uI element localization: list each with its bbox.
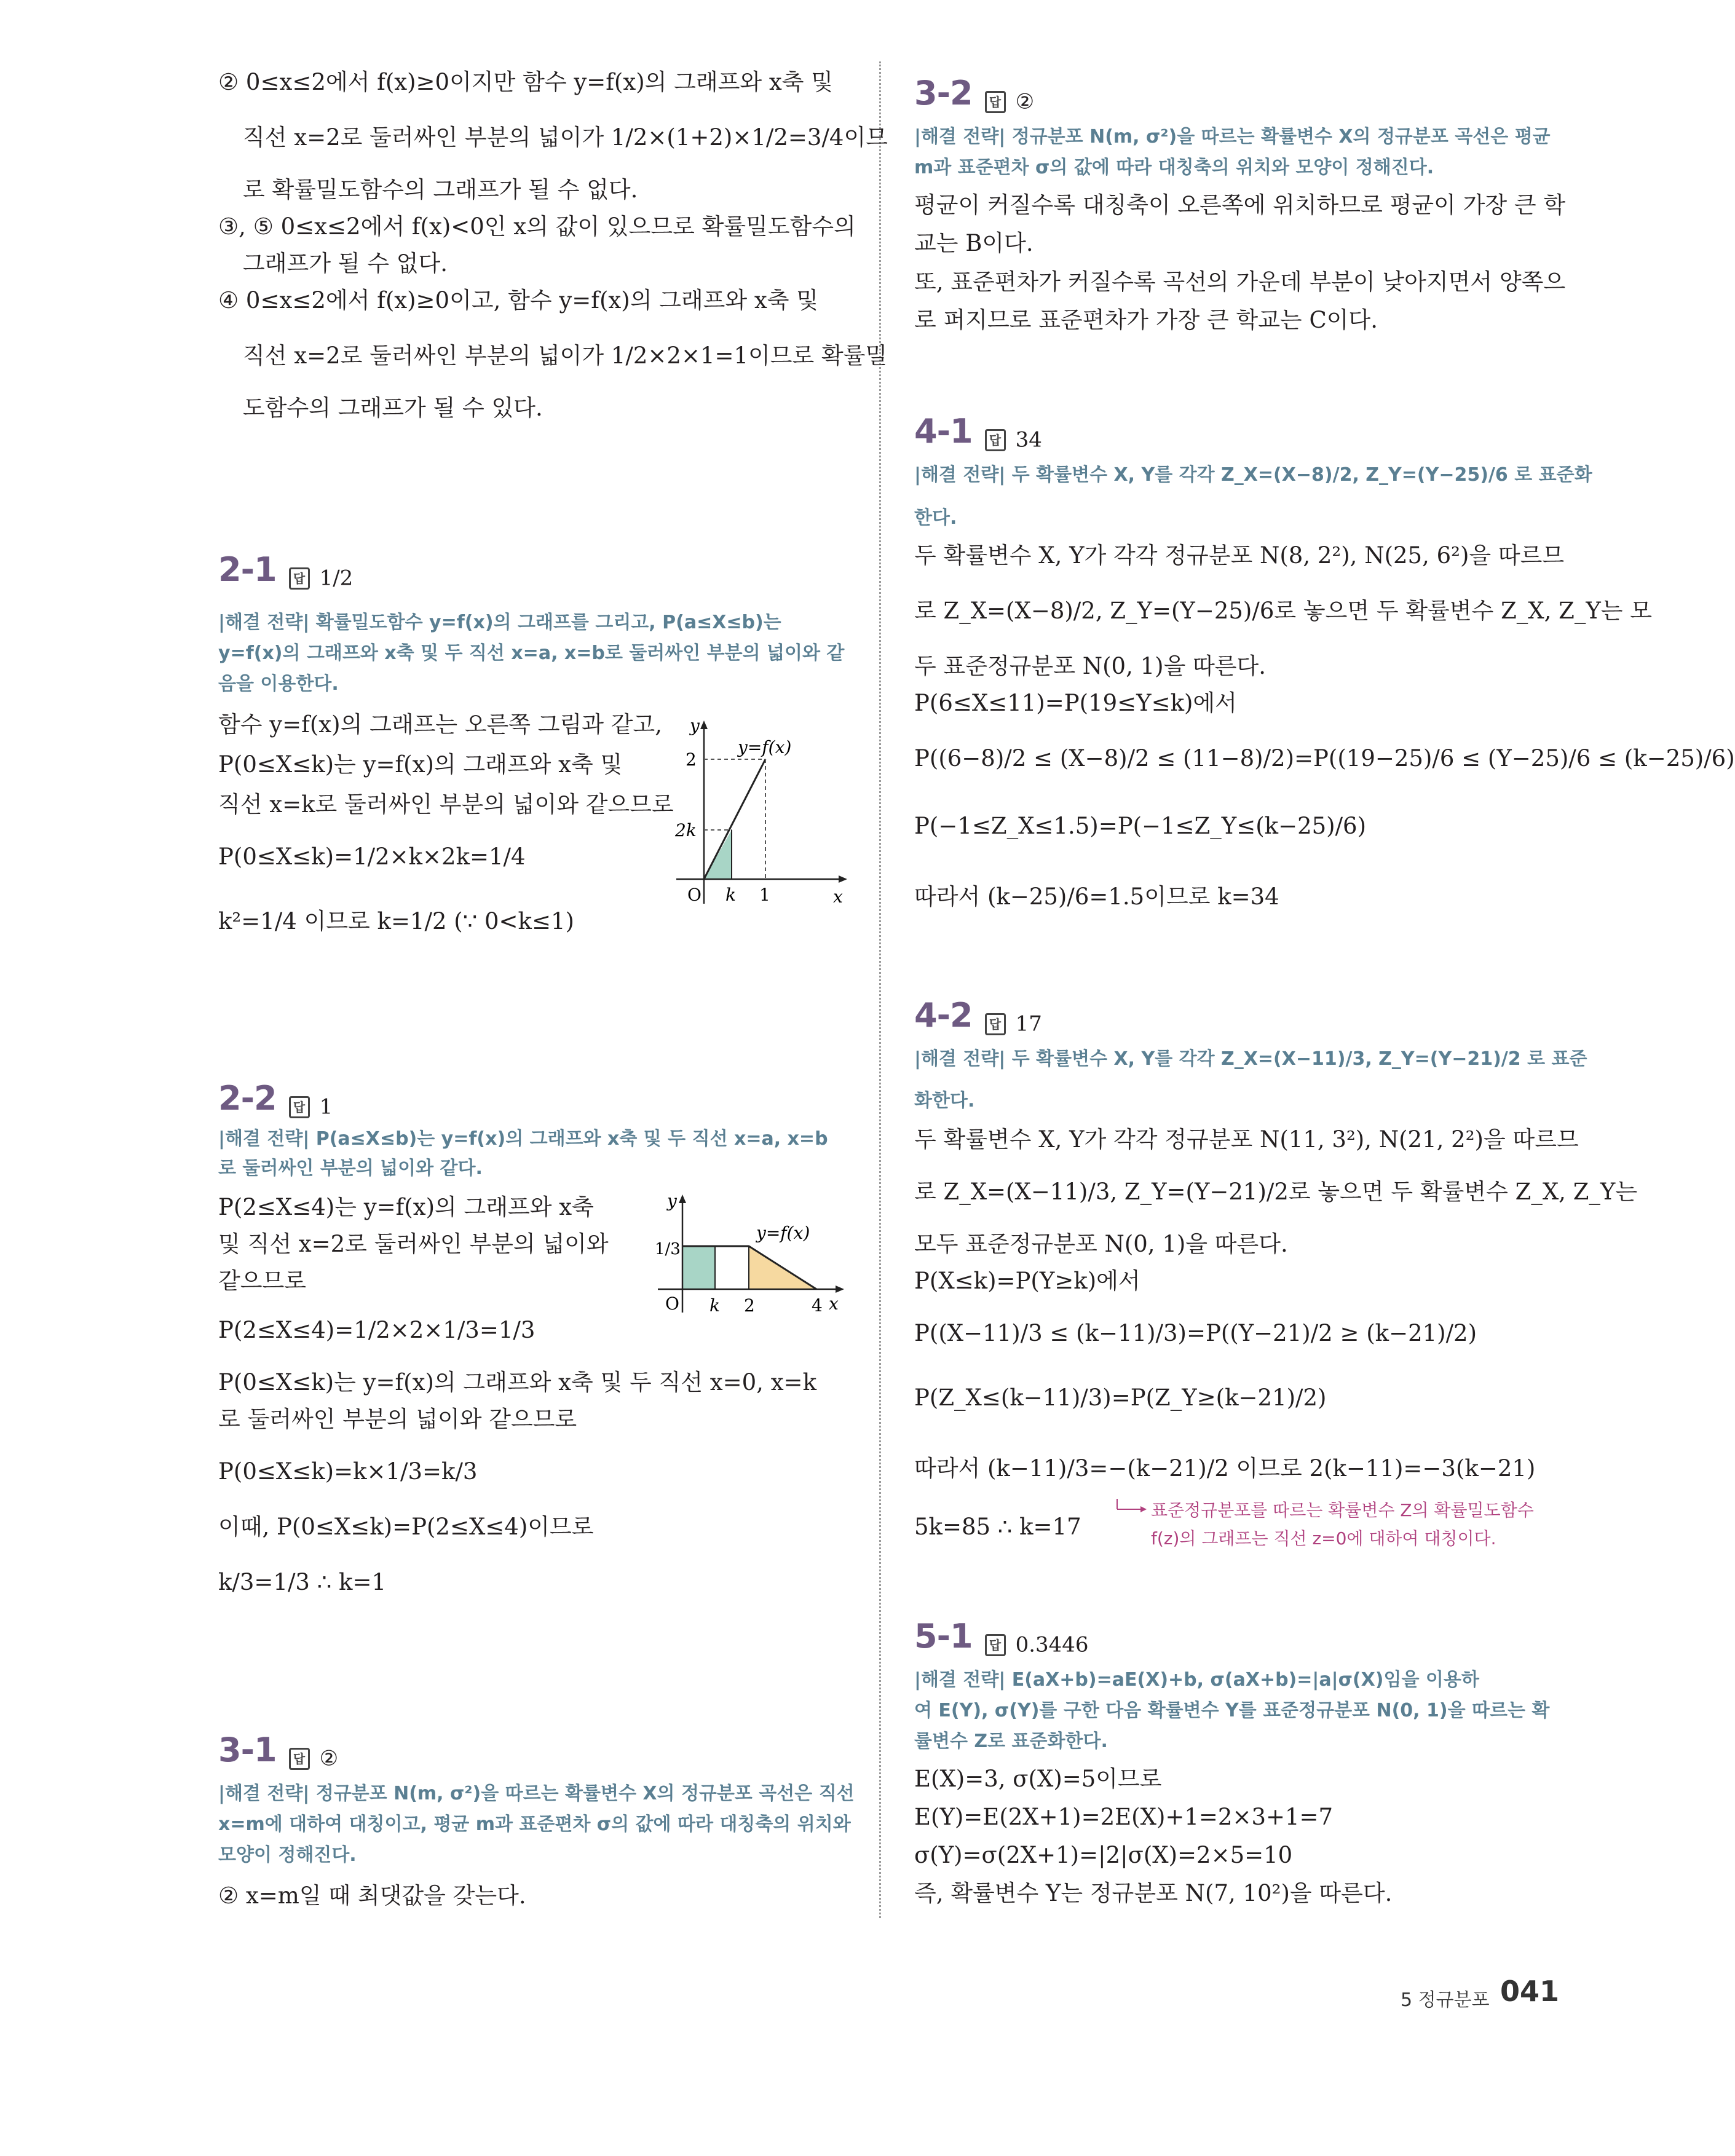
body-line: 직선 x=k로 둘러싸인 부분의 넓이와 같으므로: [218, 791, 674, 818]
problem-heading-5-1: [914, 1617, 1089, 1657]
problem-number: 2-1: [218, 550, 277, 589]
body-line: P(−1≤Z_X≤1.5)=P(−1≤Z_Y≤(k−25)/6): [914, 813, 1367, 839]
strategy-line: |해결 전략| E(aX+b)=aE(X)+b, σ(aX+b)=|a|σ(X)임을 이용하: [914, 1669, 1479, 1691]
function-label: y=f(x): [756, 1223, 810, 1243]
tick-label: 1/3: [655, 1240, 681, 1258]
tick-label: 2: [744, 1295, 755, 1316]
body-line: 모두 표준정규분포 N(0, 1)을 따른다.: [914, 1231, 1288, 1257]
problem-number: 3-2: [914, 74, 973, 113]
strategy-line: |해결 전략| 두 확률변수 X, Y를 각각 Z_X=(X−8)/2, Z_Y=(Y−25)/6 로 표준화: [914, 464, 1592, 486]
graph-2-2: [633, 1190, 845, 1319]
shaded-area: [682, 1246, 715, 1289]
body-line: k/3=1/3 ∴ k=1: [218, 1569, 387, 1595]
intro-line: 도함수의 그래프가 될 수 있다.: [243, 395, 543, 421]
answer-value: 1: [319, 1094, 333, 1119]
body-line: 이때, P(0≤X≤k)=P(2≤X≤4)이므로: [218, 1514, 594, 1540]
body-line: 따라서 (k−11)/3=−(k−21)/2 이므로 2(k−11)=−3(k−21): [914, 1455, 1536, 1482]
y-arrow: [679, 1194, 686, 1203]
problem-heading-2-1: [218, 550, 353, 591]
body-line: 함수 y=f(x)의 그래프는 오른쪽 그림과 같고,: [218, 711, 663, 738]
function-label: y=f(x): [738, 737, 792, 757]
tick-label: k: [709, 1295, 720, 1316]
answer-value: 34: [1015, 427, 1042, 452]
strategy-line: 모양이 정해진다.: [218, 1844, 357, 1866]
origin-label: O: [687, 885, 702, 905]
strategy-line: x=m에 대하여 대칭이고, 평균 m과 표준편차 σ의 값에 따라 대칭축의 위치와: [218, 1814, 851, 1835]
strategy-line: |해결 전략| 정규분포 N(m, σ²)을 따르는 확률변수 X의 정규분포 곡선은 직선: [218, 1783, 855, 1804]
body-line: P(6≤X≤11)=P(19≤Y≤k)에서: [914, 690, 1237, 716]
tick-label: k: [725, 885, 736, 905]
note-arrow: [1117, 1494, 1148, 1518]
answer-icon: 답: [985, 429, 1006, 451]
answer-value: ②: [1015, 89, 1035, 114]
x-arrow: [839, 875, 847, 883]
body-line: σ(Y)=σ(2X+1)=|2|σ(X)=2×5=10: [914, 1842, 1293, 1868]
body-line: 두 확률변수 X, Y가 각각 정규분포 N(11, 3²), N(21, 2²)을 따르므: [914, 1126, 1579, 1153]
intro-line: ④ 0≤x≤2에서 f(x)≥0이고, 함수 y=f(x)의 그래프와 x축 및: [218, 287, 819, 314]
chapter-label: 5 정규분포: [1401, 1989, 1490, 2011]
axis-label: x: [829, 1293, 839, 1314]
answer-icon: 답: [289, 1748, 310, 1770]
answer-icon: 답: [985, 1013, 1006, 1035]
strategy-line: |해결 전략| P(a≤X≤b)는 y=f(x)의 그래프와 x축 및 두 직선 x=a, x=b: [218, 1128, 828, 1150]
problem-number: 4-2: [914, 996, 973, 1035]
answer-icon: 답: [289, 567, 310, 590]
body-line: ② x=m일 때 최댓값을 갖는다.: [218, 1882, 526, 1909]
answer-icon: 답: [985, 91, 1006, 113]
problem-heading-3-1: [218, 1731, 338, 1771]
strategy-line: y=f(x)의 그래프와 x축 및 두 직선 x=a, x=b로 둘러싸인 부분의 넓이와 같: [218, 642, 845, 664]
problem-heading-3-2: [914, 74, 1034, 114]
answer-value: ②: [319, 1746, 339, 1771]
tick-label: 4: [812, 1295, 823, 1316]
page-number: 041: [1500, 1975, 1560, 2008]
body-line: E(Y)=E(2X+1)=2E(X)+1=2×3+1=7: [914, 1804, 1334, 1830]
body-line: 같으므로: [218, 1268, 306, 1294]
body-line: P(0≤X≤k)=1/2×k×2k=1/4: [218, 843, 526, 870]
answer-icon: 답: [985, 1634, 1006, 1656]
problem-number: 2-2: [218, 1079, 277, 1118]
body-line: 로 퍼지므로 표준편차가 가장 큰 학교는 C이다.: [914, 307, 1378, 333]
body-line: P(2≤X≤4)는 y=f(x)의 그래프와 x축: [218, 1194, 594, 1220]
axis-label: y: [667, 1191, 677, 1211]
body-line: P(0≤X≤k)=k×1/3=k/3: [218, 1458, 478, 1485]
intro-line: ② 0≤x≤2에서 f(x)≥0이지만 함수 y=f(x)의 그래프와 x축 및: [218, 69, 834, 95]
body-line: k²=1/4 이므로 k=1/2 (∵ 0<k≤1): [218, 908, 574, 934]
intro-line: 직선 x=2로 둘러싸인 부분의 넓이가 1/2×2×1=1이므로 확률밀: [243, 342, 888, 369]
intro-line: 그래프가 될 수 없다.: [243, 250, 448, 277]
x-arrow: [836, 1285, 844, 1293]
strategy-line: 한다.: [914, 507, 957, 529]
body-line: P((6−8)/2 ≤ (X−8)/2 ≤ (11−8)/2)=P((19−25)/6 ≤ (Y−25)/6 ≤ (k−25)/6): [914, 745, 1735, 772]
body-line: 로 둘러싸인 부분의 넓이와 같으므로: [218, 1406, 577, 1432]
body-line: 로 Z_X=(X−11)/3, Z_Y=(Y−21)/2로 놓으면 두 확률변수 Z_X, Z_Y는: [914, 1179, 1638, 1205]
problem-number: 4-1: [914, 412, 973, 451]
problem-heading-4-1: [914, 412, 1042, 452]
answer-value: 17: [1015, 1011, 1042, 1037]
answer-value: 1/2: [319, 566, 354, 591]
body-line: P(Z_X≤(k−11)/3)=P(Z_Y≥(k−21)/2): [914, 1384, 1327, 1411]
body-line: 5k=85 ∴ k=17: [914, 1514, 1081, 1540]
function-line: [704, 759, 765, 879]
body-line: 따라서 (k−25)/6=1.5이므로 k=34: [914, 883, 1279, 910]
intro-line: ③, ⑤ 0≤x≤2에서 f(x)<0인 x의 값이 있으므로 확률밀도함수의: [218, 213, 856, 240]
axis-label: y: [690, 716, 700, 736]
note-line: 표준정규분포를 따르는 확률변수 Z의 확률밀도함수: [1151, 1500, 1534, 1520]
intro-line: 직선 x=2로 둘러싸인 부분의 넓이가 1/2×(1+2)×1/2=3/4이므: [243, 124, 888, 151]
note-line: f(z)의 그래프는 직선 z=0에 대하여 대칭이다.: [1151, 1528, 1496, 1549]
problem-heading-4-2: [914, 996, 1042, 1037]
body-line: 및 직선 x=2로 둘러싸인 부분의 넓이와: [218, 1231, 609, 1257]
strategy-line: |해결 전략| 두 확률변수 X, Y를 각각 Z_X=(X−11)/3, Z_Y=(Y−21)/2 로 표준: [914, 1048, 1587, 1070]
problem-number: 3-1: [218, 1731, 277, 1769]
body-line: 로 Z_X=(X−8)/2, Z_Y=(Y−25)/6로 놓으면 두 확률변수 Z_X, Z_Y는 모: [914, 598, 1653, 624]
strategy-line: 여 E(Y), σ(Y)를 구한 다음 확률변수 Y를 표준정규분포 N(0, 1)을 따르는 확: [914, 1700, 1550, 1721]
body-line: 두 확률변수 X, Y가 각각 정규분포 N(8, 2²), N(25, 6²)을 따르므: [914, 542, 1565, 569]
tick-label: 1: [759, 885, 770, 905]
body-line: P((X−11)/3 ≤ (k−11)/3)=P((Y−21)/2 ≥ (k−21)/2): [914, 1320, 1477, 1346]
y-arrow: [700, 721, 708, 729]
problem-number: 5-1: [914, 1617, 973, 1656]
axis-label: x: [833, 886, 843, 907]
body-line: 또, 표준편차가 커질수록 곡선의 가운데 부분이 낮아지면서 양쪽으: [914, 269, 1566, 295]
problem-heading-2-2: [218, 1079, 333, 1119]
strategy-line: 률변수 Z로 표준화한다.: [914, 1731, 1108, 1752]
body-line: 두 표준정규분포 N(0, 1)을 따른다.: [914, 653, 1267, 679]
strategy-line: |해결 전략| 정규분포 N(m, σ²)을 따르는 확률변수 X의 정규분포 곡선은 평균: [914, 126, 1551, 148]
body-line: P(2≤X≤4)=1/2×2×1/3=1/3: [218, 1317, 536, 1343]
tick-label: 2: [686, 749, 697, 770]
column-divider: [879, 61, 881, 1918]
answer-value: 0.3446: [1015, 1632, 1089, 1657]
strategy-line: |해결 전략| 확률밀도함수 y=f(x)의 그래프를 그리고, P(a≤X≤b)는: [218, 612, 781, 633]
body-line: P(0≤X≤k)는 y=f(x)의 그래프와 x축 및: [218, 751, 623, 778]
body-line: 평균이 커질수록 대칭축이 오른쪽에 위치하므로 평균이 가장 큰 학: [914, 192, 1566, 218]
body-line: P(0≤X≤k)는 y=f(x)의 그래프와 x축 및 두 직선 x=0, x=k: [218, 1369, 816, 1396]
graph-2-1: [664, 713, 848, 922]
tick-label: 2k: [675, 820, 697, 840]
answer-icon: 답: [289, 1096, 310, 1118]
body-line: P(X≤k)=P(Y≥k)에서: [914, 1268, 1140, 1294]
strategy-line: 로 둘러싸인 부분의 넓이와 같다.: [218, 1158, 483, 1179]
body-line: 교는 B이다.: [914, 230, 1033, 256]
body-line: E(X)=3, σ(X)=5이므로: [914, 1766, 1162, 1792]
body-line: 즉, 확률변수 Y는 정규분포 N(7, 10²)을 따른다.: [914, 1880, 1393, 1906]
strategy-line: m과 표준편차 σ의 값에 따라 대칭축의 위치와 모양이 정해진다.: [914, 157, 1434, 178]
intro-line: 로 확률밀도함수의 그래프가 될 수 없다.: [243, 176, 638, 203]
strategy-line: 음을 이용한다.: [218, 673, 339, 695]
origin-label: O: [665, 1293, 679, 1314]
strategy-line: 화한다.: [914, 1090, 975, 1112]
